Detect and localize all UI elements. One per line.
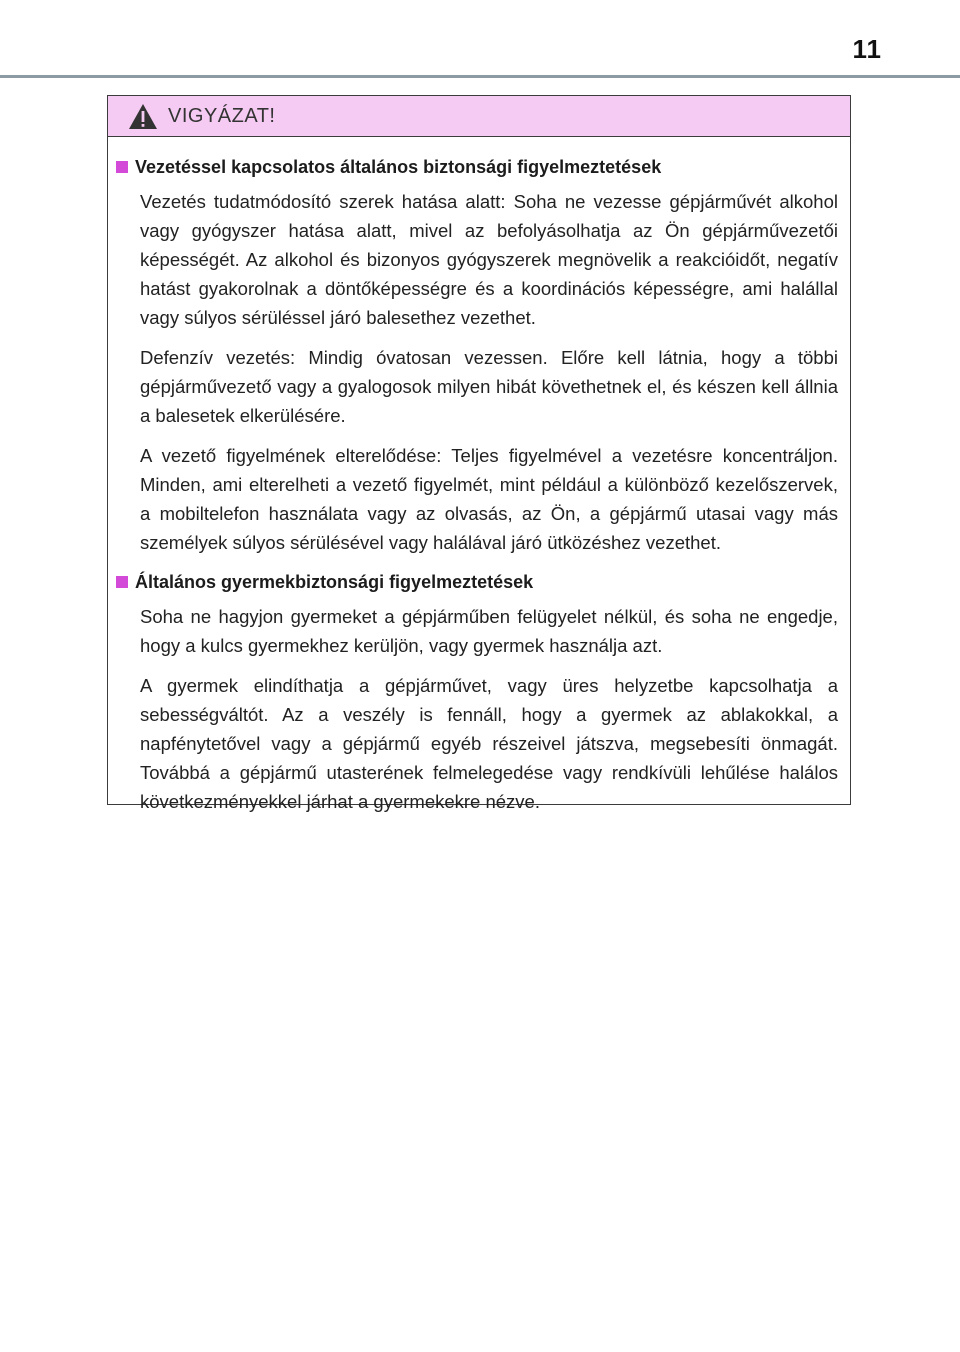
paragraph: Soha ne hagyjon gyermeket a gépjárműben felügyelet nélkül, és soha ne engedje, hogy a kulcs gyermekhez kerüljön, vagy gyermek használja azt. [140, 606, 838, 656]
header-rule [0, 75, 960, 78]
paragraph: Defenzív vezetés: Mindig óvatosan vezessen. Előre kell látnia, hogy a többi gépjárművezető vagy a gyalogosok milyen hibát követhetnek el, és készen kell állnia a balesetek elkerülésére. [140, 347, 838, 426]
section-heading-text: Általános gyermekbiztonsági figyelmeztetések [135, 572, 534, 592]
page-number: 11 [852, 34, 882, 64]
warning-body [108, 137, 850, 816]
paragraph: A vezető figyelmének elterelődése: Teljes figyelmével a vezetésre koncentráljon. Minden, ami elterelheti a vezető figyelmét, mint például a különböző kezelőszervek, a mobiltelefon használata vagy az olvasás, az Ön, a gépjármű utasai vagy más személyek súlyos sérülésével vagy halálával járó ütközéshez vezethet. [140, 445, 838, 553]
warning-box [107, 95, 851, 812]
warning-header [108, 96, 850, 137]
square-bullet-icon [116, 161, 128, 173]
warning-title: VIGYÁZAT! [168, 104, 276, 127]
section-heading-text: Vezetéssel kapcsolatos általános biztonsági figyelmeztetések [135, 157, 662, 177]
warning-triangle-icon [128, 103, 158, 130]
section-heading [116, 153, 838, 181]
section-heading [116, 568, 838, 596]
square-bullet-icon [116, 576, 128, 588]
paragraph: Vezetés tudatmódosító szerek hatása alatt: Soha ne vezesse gépjárművét alkohol vagy gyógyszer hatása alatt, mivel az befolyásolhatja az Ön gépjárművezetői képességét. Az alkohol és bizonyos gyógyszerek megnövelik a reakcióidőt, negatív hatást gyakorolnak a döntőképességre és a koordinációs képességre, ami halállal vagy súlyos sérüléssel járó balesethez vezethet. [140, 191, 838, 328]
paragraph: A gyermek elindíthatja a gépjárművet, vagy üres helyzetbe kapcsolhatja a sebességváltót. Az a veszély is fennáll, hogy a gyermek az ablakokkal, a napfénytetővel vagy a gépjármű egyéb részeivel játszva, megsebesíti önmagát. Továbbá a gépjármű utasterének felmelegedése vagy rendkívüli lehűlése halálos következményekkel járhat a gyermekekre nézve. [140, 675, 838, 812]
